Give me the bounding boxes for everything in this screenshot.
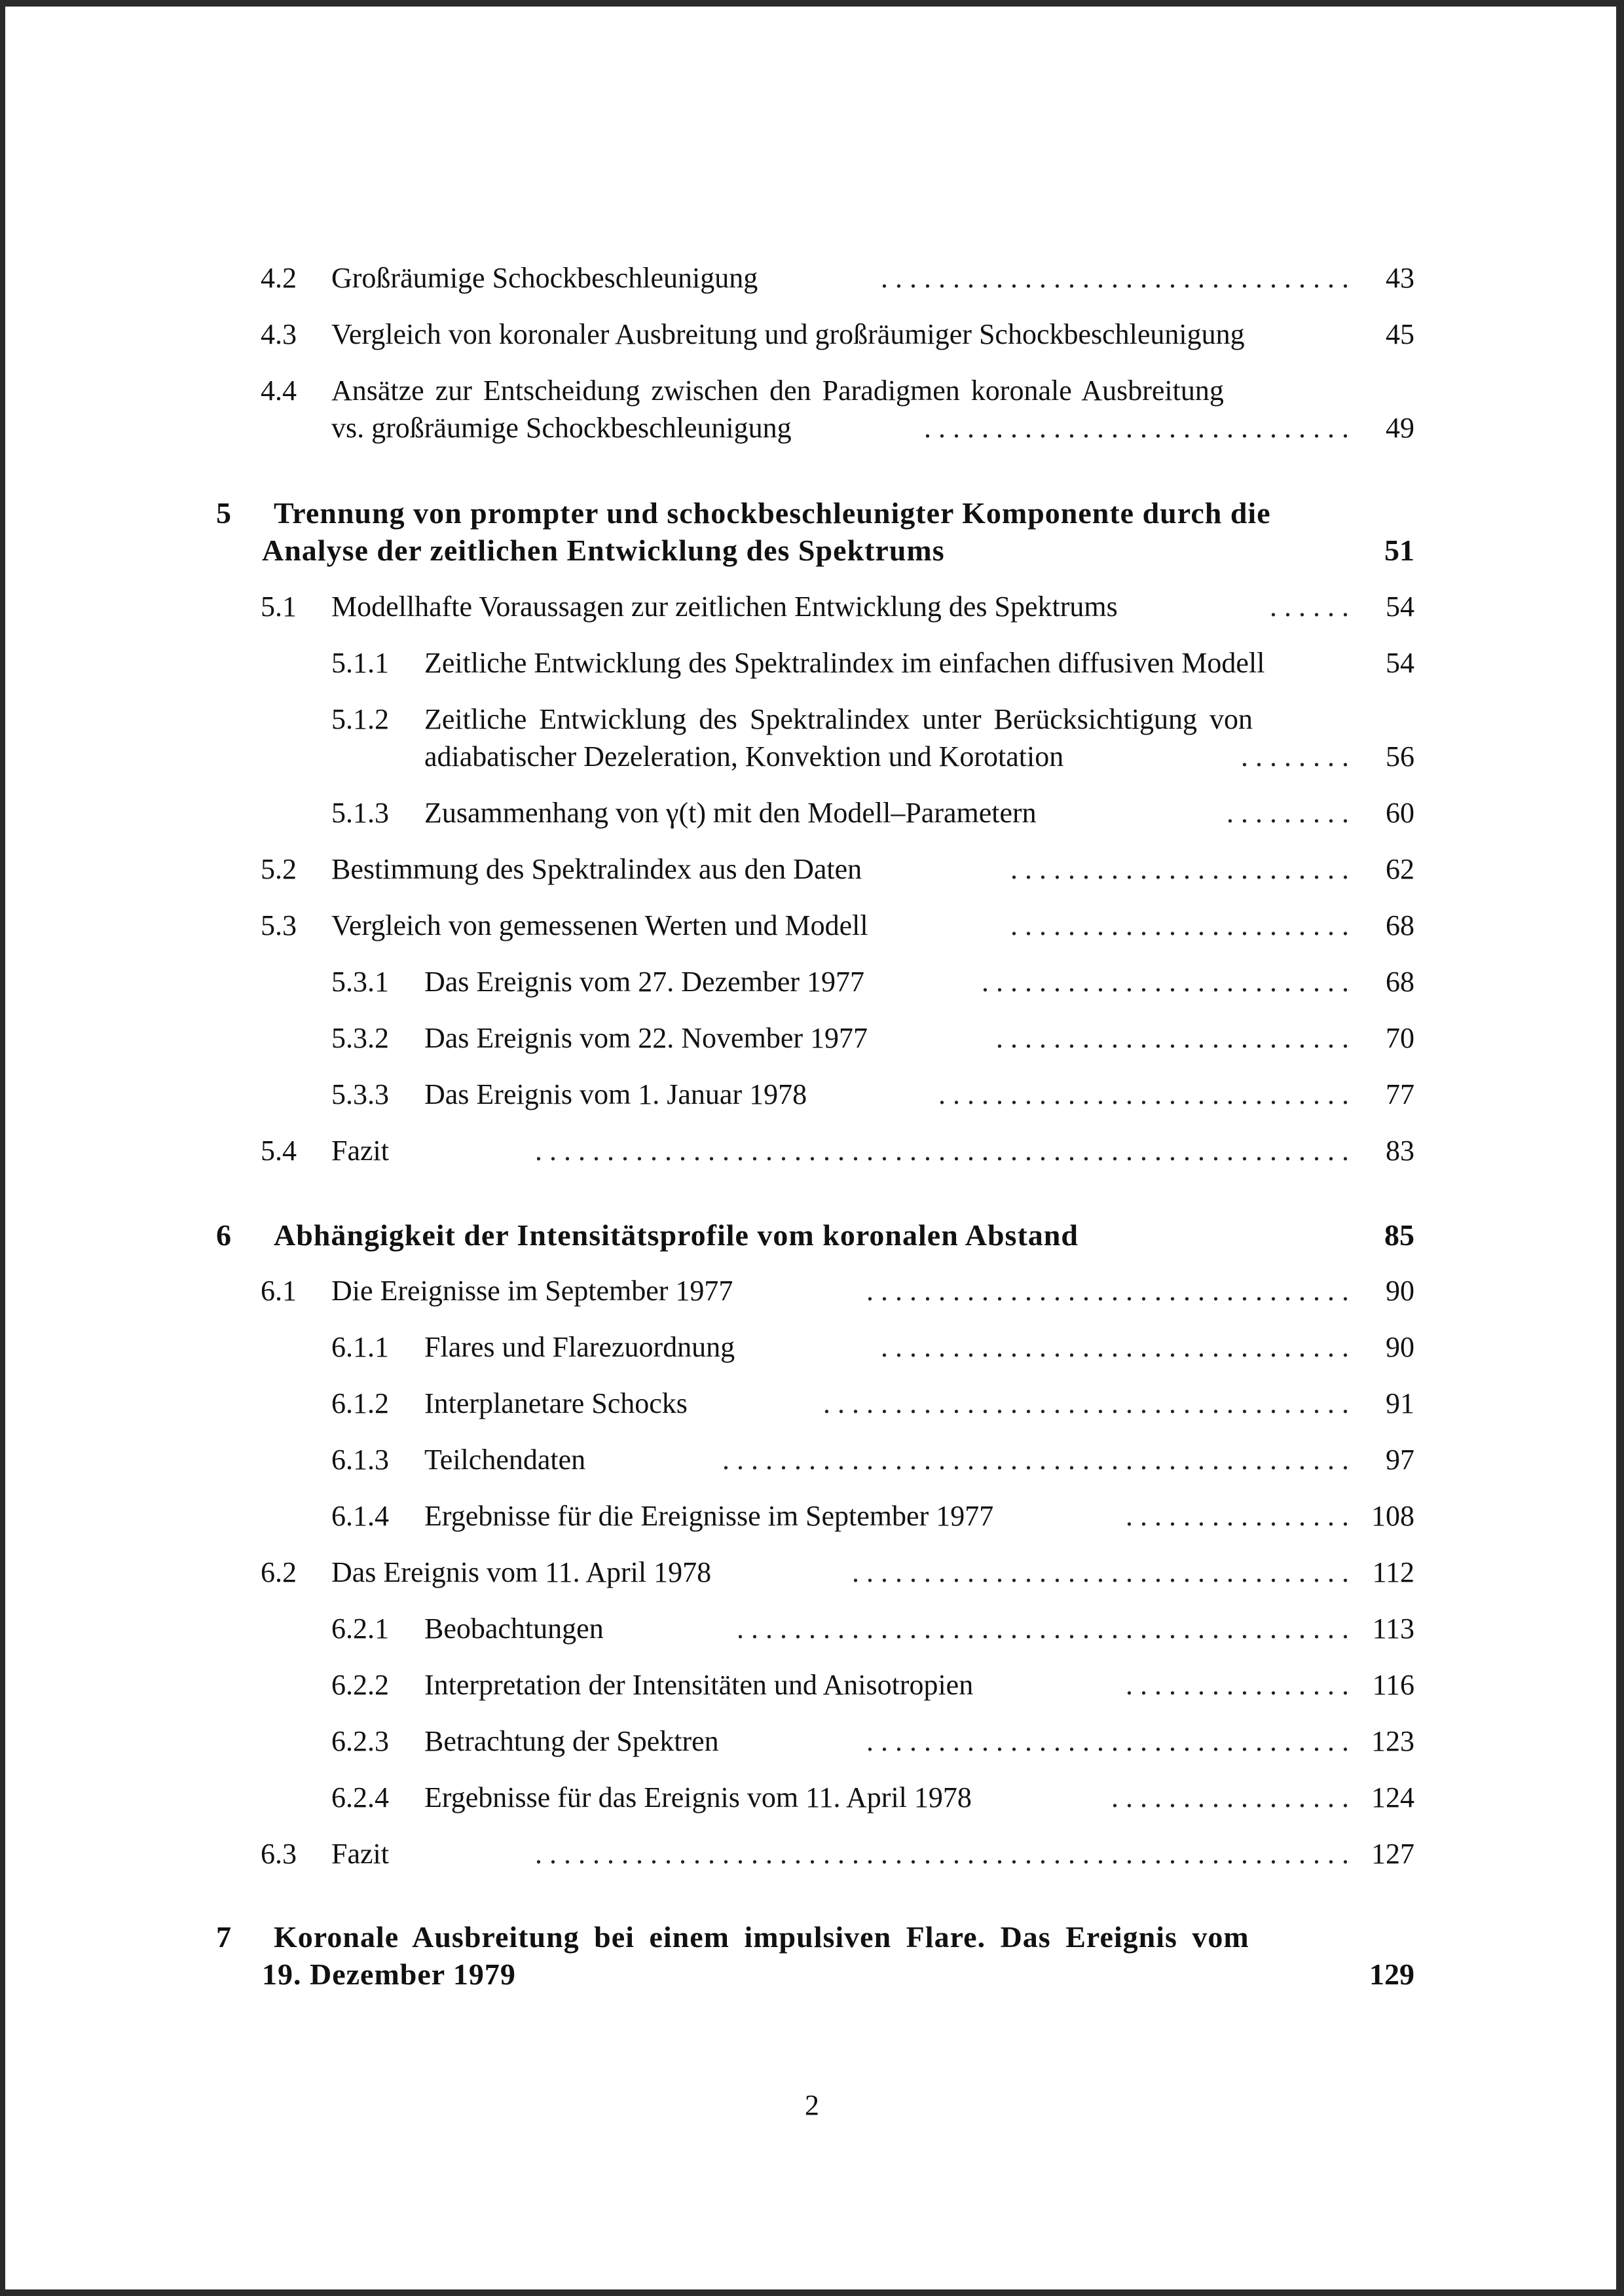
toc-number: 7 (216, 1920, 231, 1954)
toc-page: 108 (1371, 1500, 1414, 1532)
toc-title: Großräumige Schockbeschleunigung (331, 262, 758, 294)
toc-page: 116 (1372, 1669, 1414, 1701)
toc-number: 5.1 (261, 591, 297, 623)
toc-title: Das Ereignis vom 22. November 1977 (424, 1022, 868, 1054)
toc-leader-dots: . . . . . . . . . . . . . . . . . . . . . . . . . . . . . (938, 1078, 1349, 1110)
toc-title: Vergleich von gemessenen Werten und Modell (331, 909, 868, 941)
toc-page: 90 (1386, 1275, 1414, 1307)
toc-leader-dots: . . . . . . . . . . . . . . . . . (1111, 1781, 1349, 1813)
toc-leader-dots: . . . . . . . . . . . . . . . . . . . . . . . . . . . . . . . . . . . . . . . . . . . . . . . . . . . . . . . . . (535, 1135, 1349, 1167)
toc-number: 4.3 (261, 318, 297, 350)
toc-title-continuation: vs. großräumige Schockbeschleunigung (331, 412, 792, 444)
toc-number: 6.1.2 (331, 1387, 389, 1419)
toc-page: 112 (1372, 1556, 1414, 1588)
toc-page: 97 (1386, 1444, 1414, 1476)
toc-leader-dots: . . . . . . . . . . . . . . . . . . . . . . . . . . . . . . . . . . . . . . . . . . . (737, 1613, 1349, 1645)
toc-leader-dots: . . . . . . (1270, 591, 1349, 623)
toc-title: Zeitliche Entwicklung des Spektralindex unter Berücksichtigung von (424, 703, 1253, 735)
toc-page: 54 (1386, 591, 1414, 623)
toc-leader-dots: . . . . . . . . . . . . . . . . . . . . . . . . . . . . . . . . . . . (852, 1556, 1349, 1588)
toc-title: Das Ereignis vom 27. Dezember 1977 (424, 966, 865, 998)
toc-number: 5.2 (261, 853, 297, 885)
toc-title: Zeitliche Entwicklung des Spektralindex im einfachen diffusiven Modell (424, 647, 1265, 679)
toc-title: Flares und Flarezuordnung (424, 1331, 735, 1363)
toc-title: Ergebnisse für die Ereignisse im September 1977 (424, 1500, 994, 1532)
toc-page: 49 (1386, 412, 1414, 444)
toc-page: 43 (1386, 262, 1414, 294)
toc-leader-dots: . . . . . . . . . . . . . . . . . . . . . . . . (1010, 909, 1349, 941)
toc-leader-dots: . . . . . . . . . . . . . . . . . . . . . . . . . . . . . . . . . . . . . . . . . . . . (722, 1444, 1349, 1476)
toc-page: 60 (1386, 797, 1414, 829)
toc-leader-dots: . . . . . . . . . . . . . . . . . . . . . . . . . . . . . . (924, 412, 1349, 444)
toc-number: 6.2.3 (331, 1725, 389, 1757)
toc-title: Ergebnisse für das Ereignis vom 11. April 1978 (424, 1781, 972, 1813)
toc-title: Betrachtung der Spektren (424, 1725, 719, 1757)
toc-title: Ansätze zur Entscheidung zwischen den Paradigmen koronale Ausbreitung (331, 374, 1224, 407)
toc-leader-dots: . . . . . . . . . . . . . . . . . . . . . . . . . . . . . . . . . . . . . (823, 1387, 1349, 1419)
toc-number: 6.1 (261, 1275, 297, 1307)
toc-number: 6.1.4 (331, 1500, 389, 1532)
toc-page: 70 (1386, 1022, 1414, 1054)
toc-title: Zusammenhang von γ(t) mit den Modell–Parametern (424, 797, 1037, 829)
toc-number: 5.3.2 (331, 1022, 389, 1054)
toc-title: Fazit (331, 1135, 389, 1167)
toc-number: 5.1.1 (331, 647, 389, 679)
toc-leader-dots: . . . . . . . . . . . . . . . . . . . . . . . . (1010, 853, 1349, 885)
toc-page: 77 (1386, 1078, 1414, 1110)
toc-number: 5 (216, 496, 231, 530)
toc-leader-dots: . . . . . . . . . . . . . . . . . . . . . . . . . . . . . . . . . (881, 1331, 1349, 1363)
toc-number: 5.1.2 (331, 703, 389, 735)
toc-page: 68 (1386, 966, 1414, 998)
toc-leader-dots: . . . . . . . . . . . . . . . . (1126, 1500, 1349, 1532)
toc-number: 5.4 (261, 1135, 297, 1167)
toc-leader-dots: . . . . . . . . . . . . . . . . . . . . . . . . . . . . . . . . . (881, 262, 1349, 294)
toc-title-continuation: 19. Dezember 1979 (262, 1958, 516, 1991)
page-number: 2 (805, 2089, 819, 2121)
toc-leader-dots: . . . . . . . . . . . . . . . . . . . . . . . . . (996, 1022, 1349, 1054)
toc-page: 62 (1386, 853, 1414, 885)
toc-title: Bestimmung des Spektralindex aus den Daten (331, 853, 862, 885)
toc-number: 6.2.1 (331, 1613, 389, 1645)
toc-page: 54 (1386, 647, 1414, 679)
toc-page: 113 (1372, 1613, 1414, 1645)
toc-number: 5.1.3 (331, 797, 389, 829)
toc-title: Fazit (331, 1838, 389, 1870)
toc-leader-dots: . . . . . . . . . . . . . . . . . . . . . . . . . . . . . . . . . . (866, 1725, 1349, 1757)
toc-title: Vergleich von koronaler Ausbreitung und großräumiger Schockbeschleunigung (331, 318, 1245, 350)
toc-page: 90 (1386, 1331, 1414, 1363)
toc-page: 129 (1369, 1958, 1414, 1991)
toc-number: 4.2 (261, 262, 297, 294)
toc-title: Die Ereignisse im September 1977 (331, 1275, 733, 1307)
toc-leader-dots: . . . . . . . . . . . . . . . . (1126, 1669, 1349, 1701)
toc-page: 83 (1386, 1135, 1414, 1167)
toc-page: 123 (1371, 1725, 1414, 1757)
toc-page: 68 (1386, 909, 1414, 941)
toc-page: 127 (1371, 1838, 1414, 1870)
toc-number: 5.3.3 (331, 1078, 389, 1110)
toc-title: Das Ereignis vom 11. April 1978 (331, 1556, 712, 1588)
toc-title: Teilchendaten (424, 1444, 586, 1476)
toc-title-continuation: adiabatischer Dezeleration, Konvektion und Korotation (424, 740, 1064, 773)
toc-number: 6.2 (261, 1556, 297, 1588)
toc-number: 6 (216, 1218, 231, 1252)
toc-page: 124 (1371, 1781, 1414, 1813)
toc-title: Abhängigkeit der Intensitätsprofile vom koronalen Abstand (274, 1218, 1079, 1252)
toc-title: Modellhafte Voraussagen zur zeitlichen Entwicklung des Spektrums (331, 591, 1118, 623)
toc-leader-dots: . . . . . . . . (1241, 740, 1349, 773)
toc-title: Koronale Ausbreitung bei einem impulsiven Flare. Das Ereignis vom (274, 1920, 1249, 1954)
toc-page: 91 (1386, 1387, 1414, 1419)
toc-leader-dots: . . . . . . . . . . . . . . . . . . . . . . . . . . . . . . . . . . (866, 1275, 1349, 1307)
toc-title: Interplanetare Schocks (424, 1387, 688, 1419)
toc-leader-dots: . . . . . . . . . (1227, 797, 1349, 829)
toc-title: Das Ereignis vom 1. Januar 1978 (424, 1078, 807, 1110)
toc-number: 5.3 (261, 909, 297, 941)
toc-number: 6.1.1 (331, 1331, 389, 1363)
toc-title: Beobachtungen (424, 1613, 604, 1645)
toc-number: 4.4 (261, 374, 297, 407)
toc-title-continuation: Analyse der zeitlichen Entwicklung des Spektrums (262, 534, 945, 567)
toc-number: 6.3 (261, 1838, 297, 1870)
toc-page: 45 (1386, 318, 1414, 350)
toc-leader-dots: . . . . . . . . . . . . . . . . . . . . . . . . . . . . . . . . . . . . . . . . . . . . . . . . . . . . . . . . . (535, 1838, 1349, 1870)
toc-page: 56 (1386, 740, 1414, 773)
toc-leader-dots: . . . . . . . . . . . . . . . . . . . . . . . . . . (982, 966, 1349, 998)
toc-title: Trennung von prompter und schockbeschleunigter Komponente durch die (274, 496, 1271, 530)
toc-title: Interpretation der Intensitäten und Anisotropien (424, 1669, 974, 1701)
toc-number: 5.3.1 (331, 966, 389, 998)
toc-number: 6.2.2 (331, 1669, 389, 1701)
toc-page: 51 (1384, 534, 1414, 567)
toc-number: 6.2.4 (331, 1781, 389, 1813)
toc-number: 6.1.3 (331, 1444, 389, 1476)
toc-page: 85 (1384, 1218, 1414, 1252)
